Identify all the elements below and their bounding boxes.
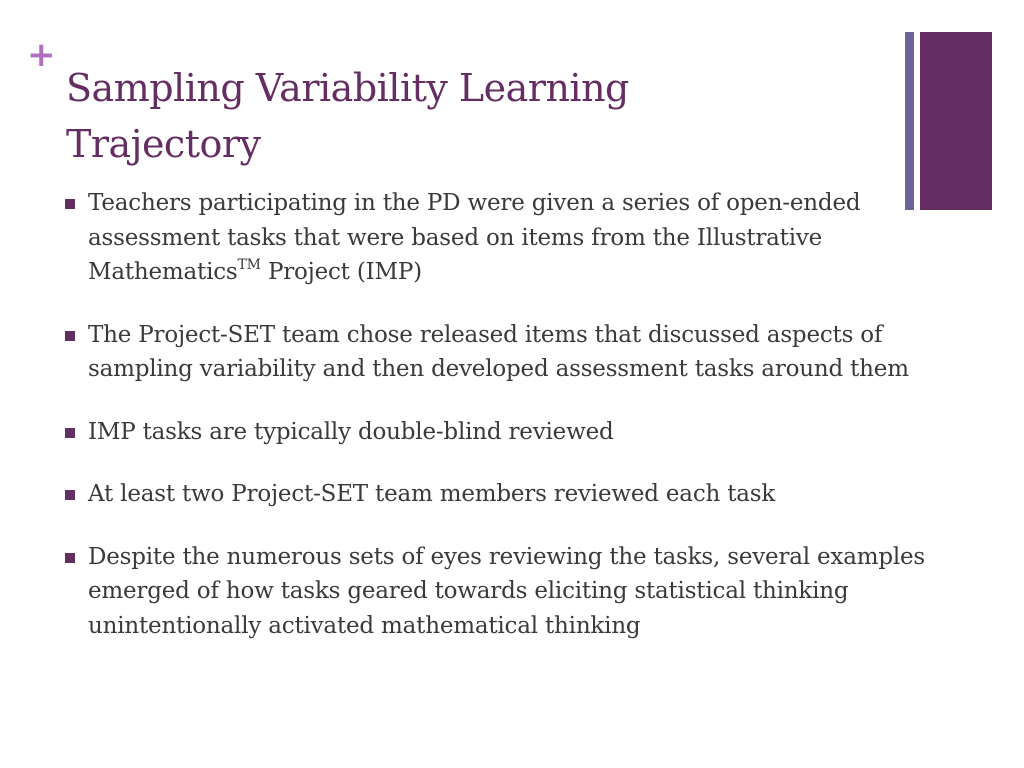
bullet-item <box>64 540 964 644</box>
bullet-item <box>64 318 964 387</box>
slide-title: Sampling Variability Learning Trajectory <box>66 66 629 166</box>
bullet-text-continued: Project (IMP) <box>260 259 422 285</box>
bullet-square-icon <box>65 490 75 500</box>
bullet-item <box>64 477 964 512</box>
accent-bar-thin <box>905 32 914 210</box>
bullet-item <box>64 415 964 450</box>
trademark-superscript: TM <box>237 257 261 274</box>
bullet-text: IMP tasks are typically double-blind reviewed <box>88 418 614 445</box>
bullet-text: Teachers participating in the PD were given a series of open-ended assessment tasks that were based on items from the Illustrative Mathematics <box>88 190 861 285</box>
plus-icon: + <box>27 35 56 75</box>
bullet-square-icon <box>65 331 75 341</box>
bullet-square-icon <box>65 428 75 438</box>
bullet-text: The Project-SET team chose released items that discussed aspects of sampling variability and then developed assessment tasks around them <box>88 321 909 382</box>
accent-bar-thick <box>920 32 992 210</box>
bullet-list <box>64 186 964 671</box>
bullet-square-icon <box>65 553 75 563</box>
bullet-item <box>64 186 888 290</box>
bullet-text: Despite the numerous sets of eyes reviewing the tasks, several examples emerged of how tasks geared towards eliciting statistical thinking unintentionally activated mathematical thinking <box>88 543 926 639</box>
bullet-square-icon <box>65 199 75 209</box>
bullet-text: At least two Project-SET team members reviewed each task <box>88 481 776 507</box>
